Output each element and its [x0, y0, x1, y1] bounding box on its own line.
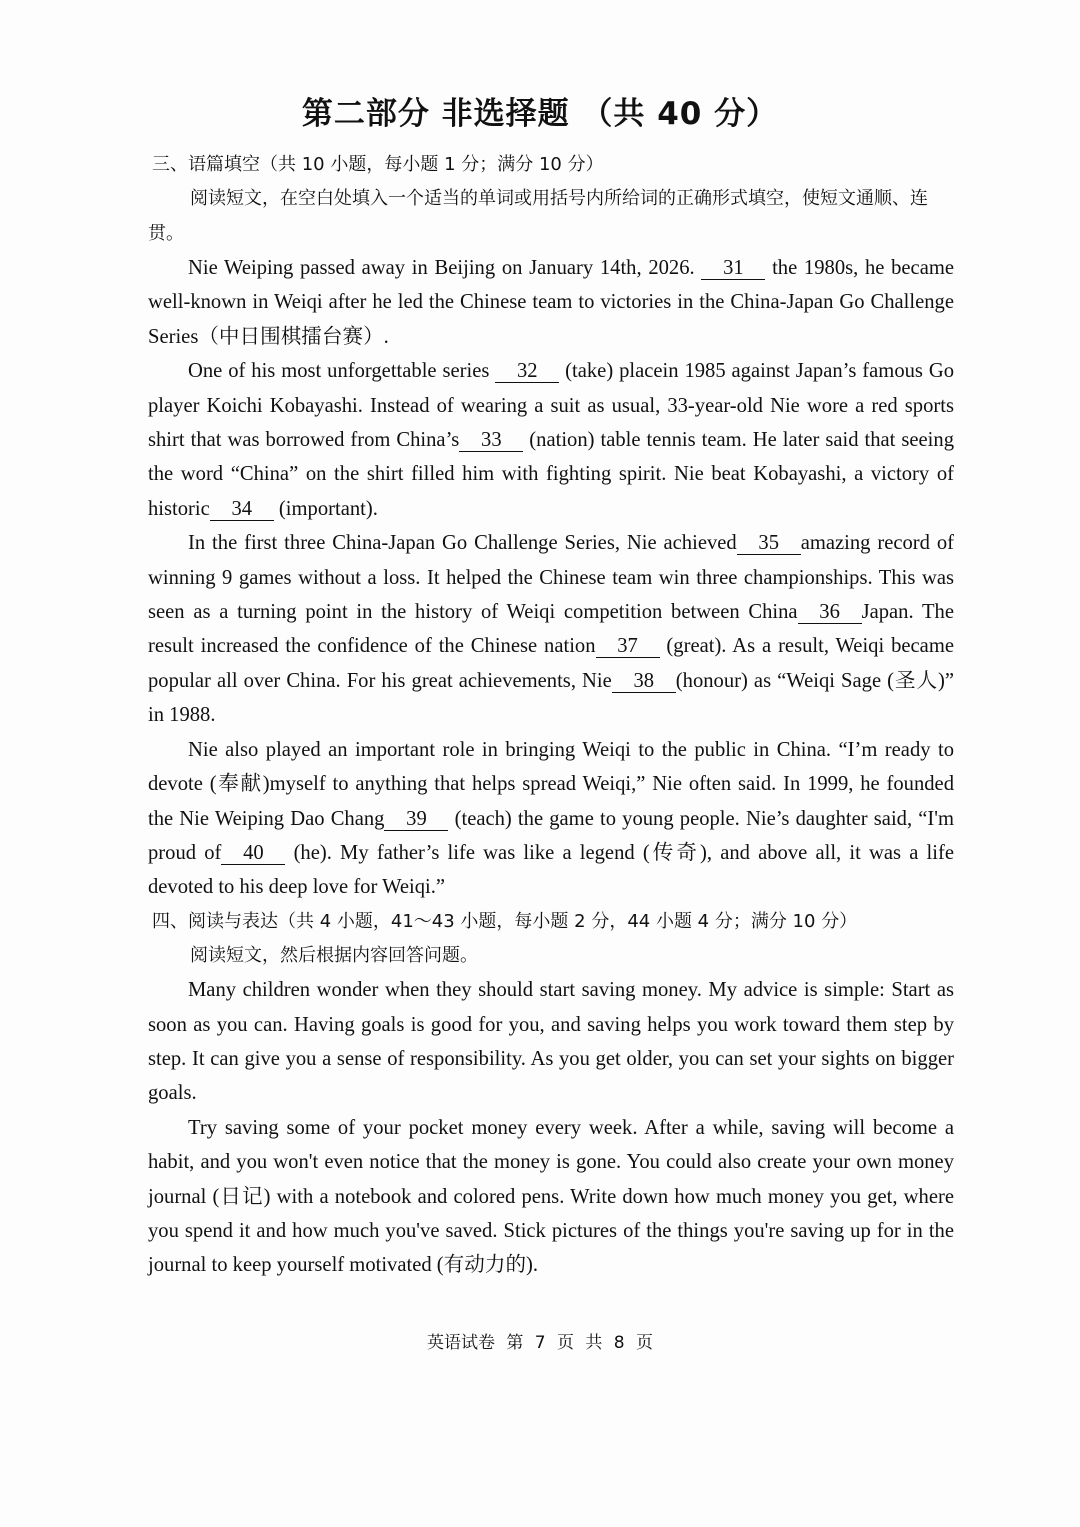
section-4-heading: 四、阅读与表达（共 4 小题，41～43 小题，每小题 2 分，44 小题 4 分；满分 10 分） [152, 910, 858, 932]
blank-31: 31 [701, 257, 765, 280]
blank-34: 34 [210, 498, 274, 521]
blank-38: 38 [612, 670, 676, 693]
text: amazing record of winning 9 games without a loss. It helped the Chinese team win three championships. This was seen as a turning point in the history of Weiqi competition between China [148, 532, 954, 624]
page-content [148, 148, 954, 1283]
reading-paragraph-2: Try saving some of your pocket money every week. After a while, saving will become a habit, and you won't even notice that the money is gone. You could also create your own money journal (日记) with a notebook and colored pens. Write down how much money you get, where you spend it and how much you've saved. Stick pictures of the things you're saving up for in the journal to keep yourself motivated (有动力的). [148, 1116, 954, 1277]
blank-35: 35 [737, 532, 801, 555]
blank-32: 32 [495, 360, 559, 383]
blank-37: 37 [596, 635, 660, 658]
text: Nie Weiping passed away in Beijing on January 14th, 2026. [188, 257, 702, 279]
reading-paragraph-1: Many children wonder when they should start saving money. My advice is simple: Start as soon as you can. Having goals is good for you, and saving helps you work toward them step by step. It can give you a sense of responsibility. As you get older, you can set your sights on bigger goals. [148, 979, 954, 1105]
part-title: 第二部分 非选择题 （共 40 分） [301, 96, 779, 132]
page-footer: 英语试卷 第 7 页 共 8 页 [426, 1333, 654, 1353]
blank-36: 36 [798, 601, 862, 624]
cloze-paragraph-1 [148, 251, 954, 354]
text: (take) placein 1985 against Japan’s famous Go player Koichi Kobayashi. Instead of wearing a suit as usual, 33-year-old Nie wore a red sports shirt that was borrowed from China’s [148, 360, 954, 452]
section-3-heading: 三、语篇填空（共 10 小题，每小题 1 分；满分 10 分） [152, 154, 604, 175]
text: (great). As a result, Weiqi became popular all over China. For his great achievements, Nie [148, 635, 954, 692]
blank-39: 39 [384, 808, 448, 831]
text: Nie also played an important role in bringing Weiqi to the public in China. “I’m ready to devote (奉献)myself to anything that helps spread Weiqi,” Nie often said. In 1999, he founded the Nie Weiping Dao Chang [148, 738, 954, 830]
text: (teach) the game to young people. Nie’s daughter said, “I'm proud of [148, 807, 954, 864]
text: Japan. The result increased the confidence of the Chinese nation [148, 601, 954, 658]
section-3-instruction: 阅读短文，在空白处填入一个适当的单词或用括号内所给词的正确形式填空，使短文通顺、连贯。 [148, 188, 928, 244]
cloze-paragraph-2 [148, 354, 954, 526]
text: the 1980s, he became well-known in Weiqi after he led the Chinese team to victories in the China-Japan Go Challenge Series（中日围棋擂台赛）. [148, 257, 954, 348]
text: (nation) table tennis team. He later said that seeing the word “China” on the shirt filled him with fighting spirit. Nie beat Kobayashi, a victory of historic [148, 429, 954, 520]
cloze-paragraph-3 [148, 526, 954, 732]
blank-33: 33 [459, 429, 523, 452]
text: One of his most unforgettable series [188, 360, 496, 383]
cloze-paragraph-4 [148, 733, 954, 905]
blank-40: 40 [221, 842, 285, 865]
text: (he). My father’s life was like a legend (传奇), and above all, it was a life devoted to his deep love for Weiqi.” [148, 841, 954, 899]
text: (important). [273, 497, 378, 520]
text: (honour) as “Weiqi Sage (圣人)” in 1988. [148, 669, 954, 727]
text: In the first three China-Japan Go Challenge Series, Nie achieved [188, 532, 737, 555]
section-4-instruction: 阅读短文，然后根据内容回答问题。 [190, 944, 478, 966]
